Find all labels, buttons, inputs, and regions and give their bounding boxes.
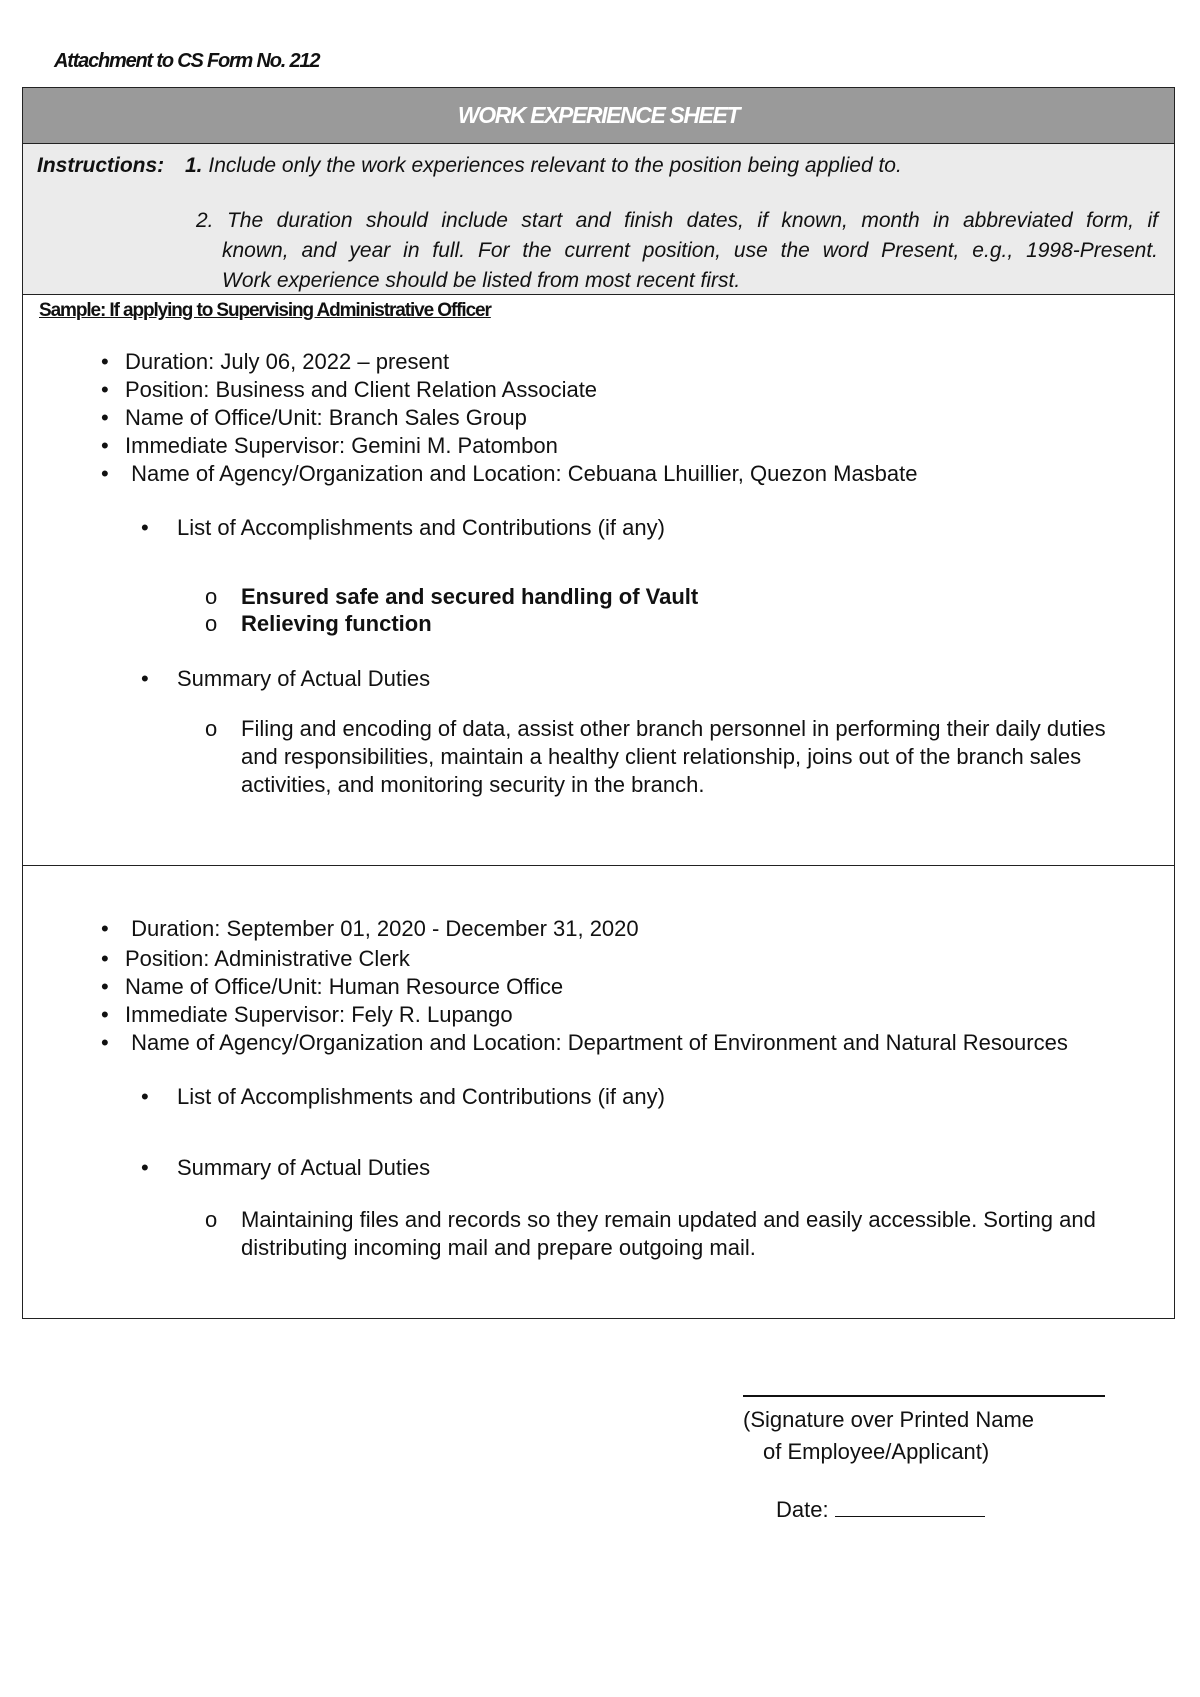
date-blank-line xyxy=(835,1498,985,1517)
entry-office xyxy=(101,405,527,431)
instruction-item-2 xyxy=(196,206,1158,296)
circle-bullet-icon: o xyxy=(205,584,218,609)
signature-caption-line: of Employee/Applicant) xyxy=(763,1439,990,1464)
circle-bullet-icon: o xyxy=(205,1207,218,1232)
date-label: Date: xyxy=(776,1497,829,1522)
entry-supervisor xyxy=(101,433,558,459)
entry-agency-text: Name of Agency/Organization and Location: Department of Environment and Natural Resources xyxy=(125,1030,1068,1055)
bullet-icon: • xyxy=(141,1084,149,1109)
bullet-icon: • xyxy=(141,1155,149,1180)
entry-position xyxy=(101,946,410,972)
instruction-item-1-text: Include only the work experiences relevant to the position being applied to. xyxy=(208,154,902,177)
bullet-icon: • xyxy=(101,1030,109,1055)
signature-caption-line: (Signature over Printed Name xyxy=(743,1407,1035,1432)
bullet-icon: • xyxy=(101,461,109,486)
work-experience-sheet xyxy=(22,87,1175,1319)
accomplishments-heading xyxy=(141,1084,665,1110)
bullet-icon: • xyxy=(141,666,149,691)
instruction-item-2-line: known, and year in full. For the current position, use the word Present, e.g., 1998-Present. xyxy=(222,239,1158,262)
instruction-item-2-line: Work experience should be listed from most recent first. xyxy=(222,269,741,292)
entry-supervisor xyxy=(101,1002,513,1028)
accomplishment-item-text: Relieving function xyxy=(241,611,432,636)
duties-heading-text: Summary of Actual Duties xyxy=(177,1155,431,1180)
entry-agency xyxy=(101,1030,1068,1056)
sheet-title: WORK EXPERIENCE SHEET xyxy=(457,102,740,128)
instruction-item-1-number: 1. xyxy=(185,154,203,177)
entry-supervisor-text: Immediate Supervisor: Gemini M. Patombon xyxy=(125,433,558,458)
accomplishments-heading xyxy=(141,515,665,541)
duty-item-text: Filing and encoding of data, assist other branch personnel in performing their daily duties and responsibilities, maintain a healthy client relationship, joins out of the branch sales activities, and monitoring security in the branch. xyxy=(241,716,1106,797)
accomplishment-item-text: Ensured safe and secured handling of Vault xyxy=(241,584,699,609)
accomplishment-item xyxy=(205,584,698,610)
entry-duration-text: Duration: September 01, 2020 - December 31, 2020 xyxy=(125,916,639,941)
entry-duration xyxy=(101,916,639,942)
attachment-label: Attachment to CS Form No. 212 xyxy=(54,50,320,72)
sheet-header xyxy=(23,88,1174,144)
entry-office-text: Name of Office/Unit: Branch Sales Group xyxy=(125,405,527,430)
duty-item xyxy=(205,715,1145,799)
accomplishment-item xyxy=(205,611,432,637)
bullet-icon: • xyxy=(101,377,109,402)
duties-heading xyxy=(141,666,430,692)
entry-position xyxy=(101,377,597,403)
instruction-item-1 xyxy=(185,154,902,178)
duty-item-text: Maintaining files and records so they remain updated and easily accessible. Sorting and distributing incoming mail and prepare outgoing mail. xyxy=(241,1207,1096,1260)
bullet-icon: • xyxy=(101,405,109,430)
entry-duration-text: Duration: July 06, 2022 – present xyxy=(125,349,450,374)
signature-line xyxy=(743,1395,1105,1397)
accomplishments-heading-text: List of Accomplishments and Contributions (if any) xyxy=(177,1084,665,1109)
bullet-icon: • xyxy=(101,916,109,941)
entry-agency xyxy=(101,461,918,487)
entry-position-text: Position: Administrative Clerk xyxy=(125,946,410,971)
entry-position-text: Position: Business and Client Relation Associate xyxy=(125,377,598,402)
bullet-icon: • xyxy=(101,974,109,999)
duties-heading-text: Summary of Actual Duties xyxy=(177,666,431,691)
accomplishments-heading-text: List of Accomplishments and Contributions (if any) xyxy=(177,515,665,540)
bullet-icon: • xyxy=(101,1002,109,1027)
duty-item xyxy=(205,1206,1145,1262)
instructions-section xyxy=(23,144,1174,295)
bullet-icon: • xyxy=(101,349,109,374)
duties-heading xyxy=(141,1155,430,1181)
instruction-item-2-line: 2. The duration should include start and finish dates, if known, month in abbreviated form, if xyxy=(196,209,1158,232)
bullet-icon: • xyxy=(141,515,149,540)
circle-bullet-icon: o xyxy=(205,716,218,741)
entry-office xyxy=(101,974,563,1000)
work-experience-entry-1 xyxy=(23,295,1174,866)
sample-label: Sample: If applying to Supervising Administrative Officer xyxy=(39,300,491,321)
work-experience-entry-2 xyxy=(23,866,1174,1318)
entry-supervisor-text: Immediate Supervisor: Fely R. Lupango xyxy=(125,1002,513,1027)
circle-bullet-icon: o xyxy=(205,611,218,636)
date-field xyxy=(776,1497,985,1523)
entry-office-text: Name of Office/Unit: Human Resource Office xyxy=(125,974,564,999)
instructions-label: Instructions: xyxy=(37,154,165,177)
signature-caption xyxy=(743,1404,1034,1468)
entry-agency-text: Name of Agency/Organization and Location: Cebuana Lhuillier, Quezon Masbate xyxy=(125,461,918,486)
bullet-icon: • xyxy=(101,946,109,971)
bullet-icon: • xyxy=(101,433,109,458)
entry-duration xyxy=(101,349,449,375)
